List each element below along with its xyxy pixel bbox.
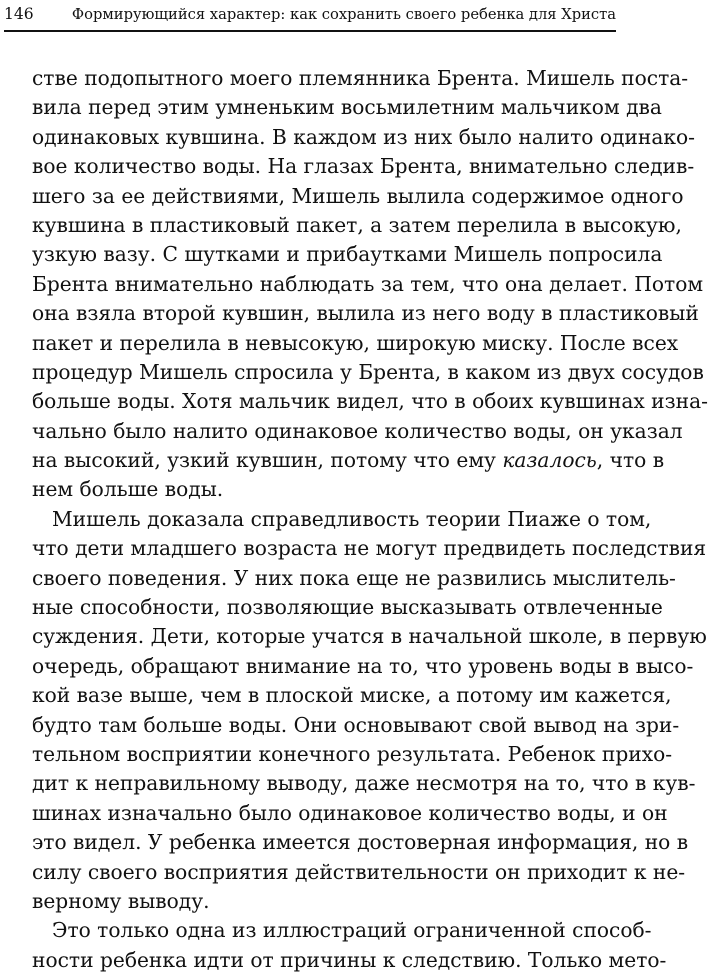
text-line: чально было налито одинаковое количество воды, он указал xyxy=(32,418,683,443)
page-number: 146 xyxy=(4,5,34,24)
text-line: Мишель доказала справедливость теории Пиаже о том, xyxy=(52,506,652,531)
running-title: Формирующийся характер: как сохранить своего ребенка для Христа xyxy=(71,5,616,23)
text-line: нем больше воды. xyxy=(32,477,224,502)
text-line: ности ребенка идти от причины к следствию. Только мето- xyxy=(32,947,667,972)
text-line: кой вазе выше, чем в плоской миске, а потому им кажется, xyxy=(32,683,672,708)
emphasized-word: казалось xyxy=(502,448,597,473)
text-line: она взяла второй кувшин, вылила из него воду в пластиковый xyxy=(32,301,699,326)
text-fragment: на высокий, узкий кувшин, потому что ему xyxy=(32,448,503,473)
paragraph-1 xyxy=(32,64,708,505)
text-line: шего за ее действиями, Мишель вылила содержимое одного xyxy=(32,183,684,208)
text-line: это видел. У ребенка имеется достоверная информация, но в xyxy=(32,830,689,855)
body-text xyxy=(32,64,708,975)
text-line: вое количество воды. На глазах Брента, внимательно следив- xyxy=(32,154,695,179)
text-line: силу своего восприятия действительности он приходит к не- xyxy=(32,859,686,884)
text-line: очередь, обращают внимание на то, что уровень воды в высо- xyxy=(32,653,694,678)
text-line: тельном восприятии конечного результата. Ребенок прихо- xyxy=(32,741,673,766)
text-line: верному выводу. xyxy=(32,888,210,913)
text-line: одинаковых кувшина. В каждом из них было налито одинако- xyxy=(32,124,695,149)
text-fragment: , что в xyxy=(596,448,665,473)
text-line: суждения. Дети, которые учатся в начальной школе, в первую xyxy=(32,624,707,649)
text-line: Это только одна из иллюстраций ограниченной способ- xyxy=(52,918,652,943)
text-line-with-emphasis xyxy=(32,446,665,475)
page-header xyxy=(4,0,616,32)
text-line: дит к неправильному выводу, даже несмотря на то, что в кув- xyxy=(32,771,696,796)
text-line: вила перед этим умненьким восьмилетним мальчиком два xyxy=(32,95,662,120)
text-line: шинах изначально было одинаковое количество воды, и он xyxy=(32,800,668,825)
text-line: узкую вазу. С шутками и прибаутками Мишель попросила xyxy=(32,242,663,267)
text-line: больше воды. Хотя мальчик видел, что в обоих кувшинах изна- xyxy=(32,389,708,414)
text-line: кувшина в пластиковый пакет, а затем перелила в высокую, xyxy=(32,212,682,237)
text-line: что дети младшего возраста не могут предвидеть последствия xyxy=(32,536,707,561)
text-line: будто там больше воды. Они основывают свой вывод на зри- xyxy=(32,712,680,737)
text-line: ные способности, позволяющие высказывать отвлеченные xyxy=(32,595,663,620)
paragraph-3 xyxy=(32,916,667,975)
text-line: пакет и перелила в невысокую, широкую миску. После всех xyxy=(32,330,679,355)
paragraph-2 xyxy=(32,505,707,916)
text-line: процедур Мишель спросила у Брента, в каком из двух сосудов xyxy=(32,359,704,384)
text-line: своего поведения. У них пока еще не развились мыслитель- xyxy=(32,565,676,590)
text-line: стве подопытного моего племянника Брента. Мишель поста- xyxy=(32,66,689,90)
text-line: Брента внимательно наблюдать за тем, что она делает. Потом xyxy=(32,271,704,296)
